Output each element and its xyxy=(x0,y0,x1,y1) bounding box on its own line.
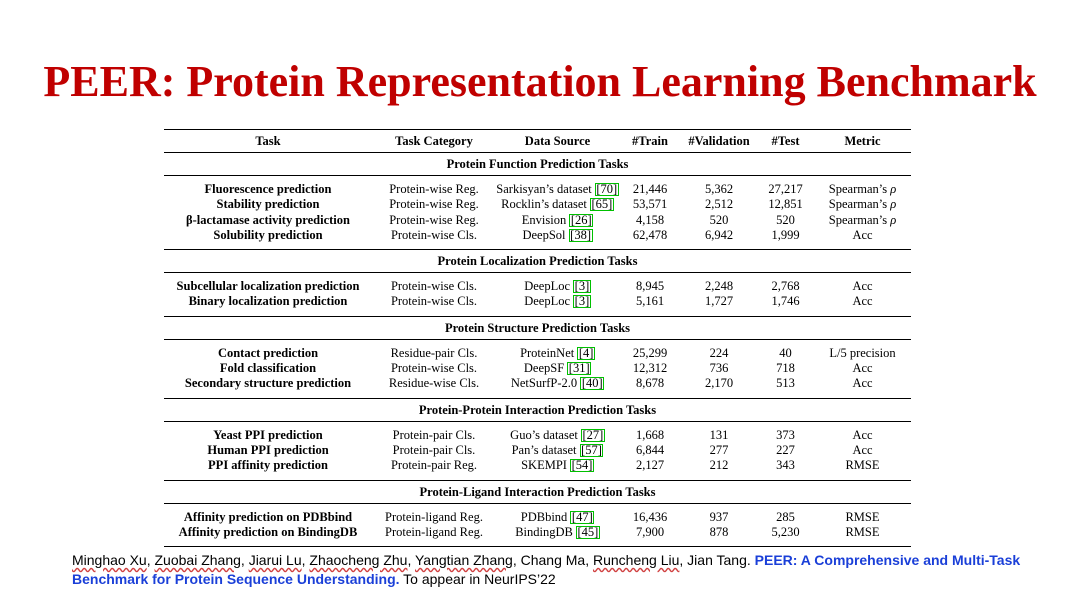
author-name: Yangtian Zhang xyxy=(415,552,513,568)
category-cell: Protein-wise Reg. xyxy=(389,182,479,196)
validation-count-cell: 224 xyxy=(709,345,729,360)
validation-count-cell: 6,942 xyxy=(704,227,734,242)
data-source-cell xyxy=(496,510,619,525)
citation-link[interactable]: [65] xyxy=(591,197,613,212)
citation-link[interactable]: [27] xyxy=(582,427,604,442)
category-cell: Residue-wise Cls. xyxy=(388,376,480,391)
validation-count-cell: 277 xyxy=(709,442,729,457)
test-count-cell: 513 xyxy=(776,376,795,391)
category-cell: Protein-pair Reg. xyxy=(390,458,478,473)
metric-cell: Spearman’s ρ xyxy=(828,212,897,227)
data-source-name: Envision xyxy=(521,212,567,227)
author-name: Runcheng Liu xyxy=(592,552,680,568)
data-source-cell xyxy=(496,279,619,294)
task-cell: PPI affinity prediction xyxy=(208,458,328,473)
validation-count-cell: 937 xyxy=(709,509,729,524)
data-source-cell xyxy=(496,182,619,197)
citation-link[interactable]: [3] xyxy=(574,279,590,294)
author-name: Zhaocheng Zhu xyxy=(309,552,408,568)
train-count-cell: 8,945 xyxy=(635,279,665,294)
citation-link[interactable]: [40] xyxy=(581,376,603,391)
test-count-cell: 520 xyxy=(776,212,795,227)
header-test: #Test xyxy=(757,130,814,153)
category-cell: Protein-wise Cls. xyxy=(390,227,478,242)
citation-link[interactable]: [31] xyxy=(568,361,590,376)
venue: To appear in NeurIPS’22 xyxy=(403,571,556,587)
section-title: Protein Function Prediction Tasks xyxy=(164,153,911,176)
category-cell: Residue-pair Cls. xyxy=(390,345,478,360)
metric-cell: Acc xyxy=(852,361,873,376)
metric-cell: Acc xyxy=(852,279,873,294)
data-source-cell xyxy=(496,294,619,309)
citation-link[interactable]: [54] xyxy=(571,458,593,473)
header-task: Task xyxy=(164,130,372,153)
section-title: Protein Localization Prediction Tasks xyxy=(164,250,911,273)
data-source-name: Guo’s dataset xyxy=(510,427,578,442)
test-count-cell: 2,768 xyxy=(771,279,800,294)
citation-link[interactable]: [70] xyxy=(596,182,618,196)
data-source-name: Rocklin’s dataset xyxy=(501,197,587,212)
metric-cell: Acc xyxy=(852,376,873,391)
task-cell: Secondary structure prediction xyxy=(184,376,352,391)
data-source-name: NetSurfP-2.0 xyxy=(510,376,578,391)
train-count-cell: 2,127 xyxy=(635,458,665,473)
data-source-name: DeepLoc xyxy=(524,294,571,309)
train-count-cell: 12,312 xyxy=(632,361,668,376)
test-count-cell: 12,851 xyxy=(768,197,803,212)
data-source-cell xyxy=(496,361,619,376)
section-title: Protein-Ligand Interaction Prediction Tasks xyxy=(164,480,911,503)
table-row xyxy=(164,294,911,309)
validation-count-cell: 878 xyxy=(709,524,729,539)
task-cell: Binary localization prediction xyxy=(188,294,348,309)
citation-footer xyxy=(72,551,1032,589)
train-count-cell: 5,161 xyxy=(635,294,665,309)
author-name: Zuobai Zhang xyxy=(154,552,241,568)
table-row xyxy=(164,458,911,473)
train-count-cell: 53,571 xyxy=(632,197,668,212)
slide-title: PEER: Protein Representation Learning Benchmark xyxy=(43,57,1037,106)
category-cell: Protein-wise Reg. xyxy=(389,212,479,227)
data-source-cell xyxy=(496,376,619,391)
category-cell: Protein-pair Cls. xyxy=(392,427,476,442)
section-header-row xyxy=(164,250,911,273)
category-cell: Protein-wise Cls. xyxy=(390,294,478,309)
test-count-cell: 285 xyxy=(776,509,795,524)
citation-link[interactable]: [38] xyxy=(570,227,591,242)
benchmark-table xyxy=(164,129,911,547)
validation-count-cell: 736 xyxy=(709,361,729,376)
metric-cell: Acc xyxy=(852,227,873,242)
table-row xyxy=(164,376,911,391)
header-metric: Metric xyxy=(814,130,911,153)
data-source-name: DeepSF xyxy=(523,361,565,376)
citation-link[interactable]: [47] xyxy=(571,509,593,524)
data-source-cell xyxy=(496,443,619,458)
metric-cell: Spearman’s ρ xyxy=(828,182,897,196)
data-source-cell xyxy=(496,197,619,212)
citation-link[interactable]: [45] xyxy=(577,524,599,539)
category-cell: Protein-ligand Reg. xyxy=(385,509,483,524)
header-validation: #Validation xyxy=(681,130,757,153)
task-cell: β-lactamase activity prediction xyxy=(186,212,350,227)
category-cell: Protein-wise Cls. xyxy=(390,361,478,376)
header-task-category: Task Category xyxy=(372,130,496,153)
table-row xyxy=(164,525,911,540)
table-body xyxy=(164,153,911,547)
data-source-name: BindingDB xyxy=(515,524,573,539)
test-count-cell: 27,217 xyxy=(768,182,803,196)
data-source-name: Pan’s dataset xyxy=(511,442,577,457)
metric-cell: Acc xyxy=(852,294,873,309)
data-source-name: ProteinNet xyxy=(520,345,575,360)
data-source-name: Sarkisyan’s dataset xyxy=(496,182,592,196)
header-data-source: Data Source xyxy=(496,130,619,153)
validation-count-cell: 2,512 xyxy=(704,197,734,212)
category-cell: Protein-wise Cls. xyxy=(390,279,478,294)
section-header-row xyxy=(164,480,911,503)
data-source-cell xyxy=(496,458,619,473)
metric-cell: Acc xyxy=(852,427,873,442)
section-header-row xyxy=(164,398,911,421)
table-row xyxy=(164,346,911,361)
table-row xyxy=(164,213,911,228)
section-header-row xyxy=(164,153,911,176)
test-count-cell: 1,999 xyxy=(771,227,800,242)
train-count-cell: 62,478 xyxy=(632,227,668,242)
table-row xyxy=(164,182,911,197)
table-row xyxy=(164,510,911,525)
citation-link[interactable]: [4] xyxy=(578,345,594,360)
train-count-cell: 7,900 xyxy=(635,524,665,539)
table-row xyxy=(164,361,911,376)
test-count-cell: 40 xyxy=(779,345,792,360)
citation-link[interactable]: [3] xyxy=(574,294,590,309)
data-source-cell xyxy=(496,428,619,443)
category-cell: Protein-ligand Reg. xyxy=(385,524,483,539)
train-count-cell: 6,844 xyxy=(635,442,665,457)
header-train: #Train xyxy=(619,130,681,153)
validation-count-cell: 131 xyxy=(709,427,729,442)
validation-count-cell: 2,170 xyxy=(704,376,734,391)
table-row xyxy=(164,428,911,443)
task-cell: Fluorescence prediction xyxy=(204,182,332,196)
citation-link[interactable]: [57] xyxy=(581,442,602,457)
task-cell: Contact prediction xyxy=(217,345,319,360)
section-title: Protein-Protein Interaction Prediction Tasks xyxy=(164,398,911,421)
task-cell: Solubility prediction xyxy=(213,227,323,242)
author-name: Jian Tang xyxy=(687,552,747,568)
table-row xyxy=(164,443,911,458)
task-cell: Stability prediction xyxy=(216,197,320,212)
author-name: Chang Ma xyxy=(520,552,586,568)
data-source-cell xyxy=(496,213,619,228)
section-title: Protein Structure Prediction Tasks xyxy=(164,316,911,339)
task-cell: Affinity prediction on PDBbind xyxy=(183,509,353,524)
metric-cell: RMSE xyxy=(845,524,880,539)
category-cell: Protein-wise Reg. xyxy=(389,197,479,212)
task-cell: Fold classification xyxy=(219,361,317,376)
test-count-cell: 373 xyxy=(776,427,795,442)
citation-link[interactable]: [26] xyxy=(570,212,592,227)
data-source-cell xyxy=(496,346,619,361)
train-count-cell: 8,678 xyxy=(635,376,665,391)
metric-cell: L/5 precision xyxy=(829,345,896,360)
author-name: Jiarui Lu xyxy=(248,552,302,568)
data-source-name: DeepLoc xyxy=(524,279,571,294)
task-cell: Yeast PPI prediction xyxy=(213,427,323,442)
validation-count-cell: 5,362 xyxy=(704,182,734,196)
data-source-name: SKEMPI xyxy=(521,458,567,473)
author-name: Minghao Xu xyxy=(72,552,147,568)
train-count-cell: 21,446 xyxy=(632,182,668,196)
test-count-cell: 227 xyxy=(776,442,795,457)
train-count-cell: 16,436 xyxy=(632,509,668,524)
table-row xyxy=(164,279,911,294)
data-source-name: DeepSol xyxy=(522,227,566,242)
metric-cell: Acc xyxy=(852,442,873,457)
test-count-cell: 5,230 xyxy=(771,524,800,539)
table-row xyxy=(164,228,911,243)
metric-cell: RMSE xyxy=(845,509,880,524)
test-count-cell: 343 xyxy=(776,458,795,473)
task-cell: Subcellular localization prediction xyxy=(176,279,360,294)
data-source-cell xyxy=(496,228,619,243)
test-count-cell: 718 xyxy=(776,361,795,376)
section-header-row xyxy=(164,316,911,339)
validation-count-cell: 1,727 xyxy=(704,294,734,309)
test-count-cell: 1,746 xyxy=(771,294,800,309)
train-count-cell: 1,668 xyxy=(635,427,665,442)
paper-title[interactable]: PEER: A Comprehensive and Multi-Task Benchmark for Protein Sequence Understanding. xyxy=(72,552,1021,587)
task-cell: Human PPI prediction xyxy=(207,442,329,457)
validation-count-cell: 520 xyxy=(709,212,729,227)
author-list: Minghao Xu, Zuobai Zhang, Jiarui Lu, Zhaocheng Zhu, Yangtian Zhang, Chang Ma, Runcheng Liu, Jian Tang. xyxy=(72,552,755,568)
metric-cell: RMSE xyxy=(845,458,880,473)
table-header-row xyxy=(164,130,911,153)
table-row xyxy=(164,197,911,212)
train-count-cell: 4,158 xyxy=(635,212,665,227)
validation-count-cell: 2,248 xyxy=(704,279,734,294)
category-cell: Protein-pair Cls. xyxy=(392,442,476,457)
train-count-cell: 25,299 xyxy=(632,345,668,360)
metric-cell: Spearman’s ρ xyxy=(828,197,897,212)
task-cell: Affinity prediction on BindingDB xyxy=(178,524,358,539)
data-source-cell xyxy=(496,525,619,540)
validation-count-cell: 212 xyxy=(709,458,729,473)
data-source-name: PDBbind xyxy=(520,509,568,524)
